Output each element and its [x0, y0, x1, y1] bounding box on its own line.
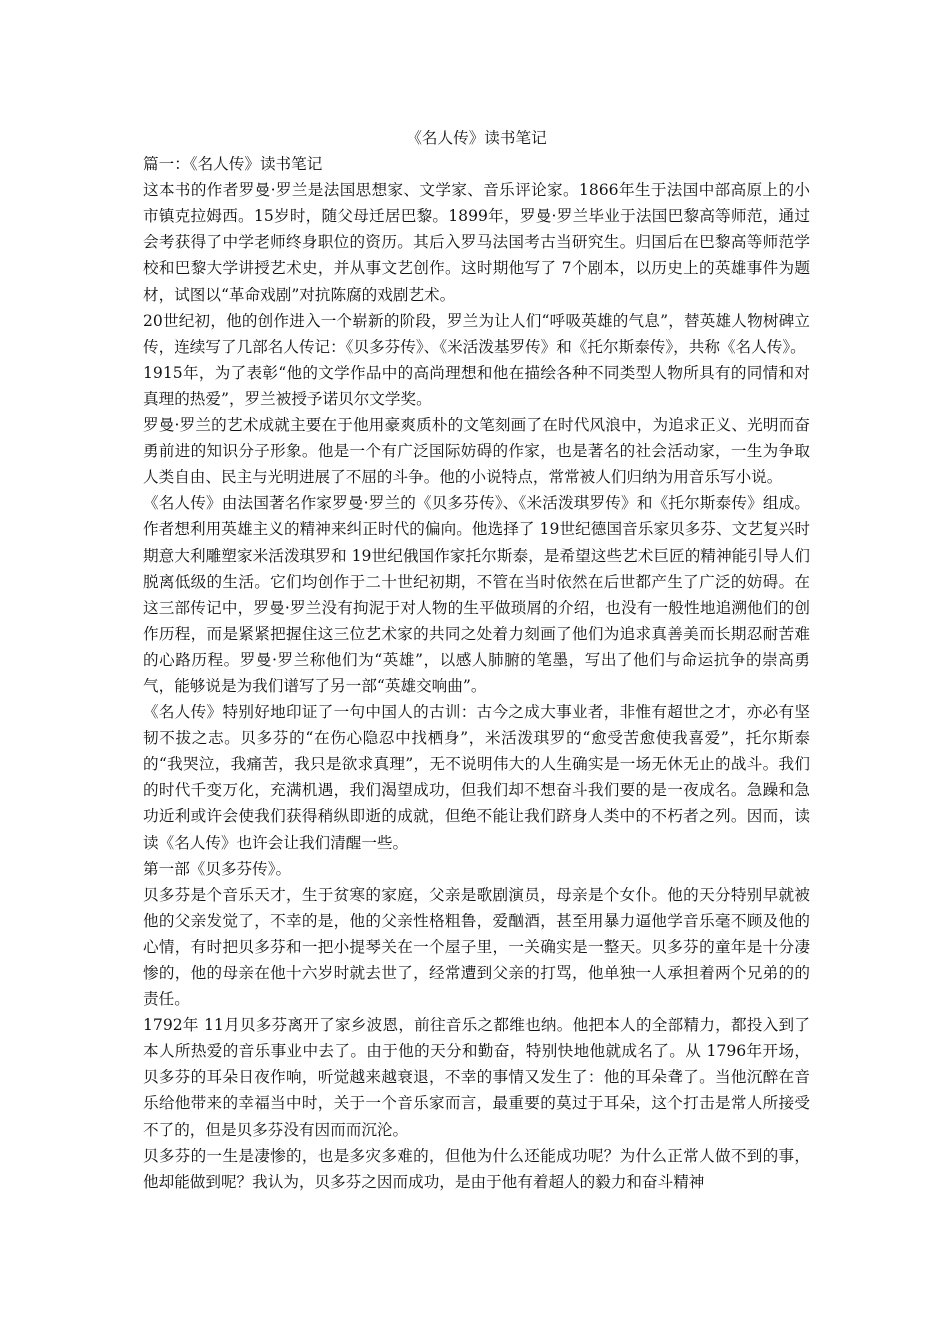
part-heading: 第一部《贝多芬传》。	[143, 859, 292, 878]
paragraph: 贝多芬是个音乐天才，生于贫寒的家庭，父亲是歌剧演员，母亲是个女仆。他的天分特别早就被他的父亲发觉了，不幸的是，他的父亲性格粗鲁，爱酗酒，甚至用暴力逼他学音乐毫不顾及他的心情，有时把贝多芬和一把小提琴关在一个屋子里，一关确实是一整天。贝多芬的童年是十分凄惨的，他的母亲在他十六岁时就去世了，经常遭到父亲的打骂，他单独一人承担着两个兄弟的的责任。	[143, 885, 810, 1009]
paragraph: 《名人传》特别好地印证了一句中国人的古训：古今之成大事业者，非惟有超世之才，亦必有坚韧不拔之志。贝多芬的“在伤心隐忍中找栖身”，米活泼琪罗的“愈受苦愈使我喜爱”，托尔斯泰的“我哭泣，我痛苦，我只是欲求真理”，无不说明伟大的人生确实是一场无休无止的战斗。我们的时代千变万化，充满机遇，我们渴望成功，但我们却不想奋斗我们要的是一夜成名。急躁和急功近利或许会使我们获得稍纵即逝的成就，但绝不能让我们跻身人类中的不朽者之列。因而，读读《名人传》也许会让我们清醒一些。	[143, 703, 810, 852]
document-body	[143, 125, 810, 1195]
paragraph: 贝多芬的一生是凄惨的，也是多灾多难的，但他为什么还能成功呢？为什么正常人做不到的事，他却能做到呢？我认为，贝多芬之因而成功，是由于他有着超人的毅力和奋斗精神	[143, 1146, 810, 1191]
section-heading: 篇一：《名人传》读书笔记	[143, 155, 323, 174]
paragraph: 1792年 11月贝多芬离开了家乡波恩，前往音乐之都维也纳。他把本人的全部精力，都投入到了本人所热爱的音乐事业中去了。由于他的天分和勤奋，特别快地他就成名了。从 1796年开场，贝多芬的耳朵日夜作响，听觉越来越衰退，不幸的事情又发生了：他的耳朵聋了。当他沉醉在音乐给他带来的幸福当中时，关于一个音乐家而言，最重要的莫过于耳朵，这个打击是常人所接受不了的，但是贝多芬没有因而而沉沦。	[143, 1016, 810, 1139]
paragraph: 《名人传》由法国著名作家罗曼·罗兰的《贝多芬传》、《米活泼琪罗传》和《托尔斯泰传》组成。作者想利用英雄主义的精神来纠正时代的偏向。他选择了 19世纪德国音乐家贝多芬、文艺复兴时期意大利雕塑家米活泼琪罗和 19世纪俄国作家托尔斯泰，是希望这些艺术巨匠的精神能引导人们脱离低级的生活。它们均创作于二十世纪初期，不管在当时依然在后世都产生了广泛的妨碍。在这三部传记中，罗曼·罗兰没有拘泥于对人物的生平做琐屑的介绍，也没有一般性地追溯他们的创作历程，而是紧紧把握住这三位艺术家的共同之处着力刻画了他们为追求真善美而长期忍耐苦难的心路历程。罗曼·罗兰称他们为“英雄”，以感人肺腑的笔墨，写出了他们与命运抗争的崇高勇气，能够说是为我们谱写了另一部“英雄交响曲”。	[143, 494, 810, 695]
paragraph: 1915年，为了表彰“他的文学作品中的高尚理想和他在描绘各种不同类型人物所具有的同情和对真理的热爱”，罗兰被授予诺贝尔文学奖。	[143, 363, 810, 408]
paragraph: 20世纪初，他的创作进入一个崭新的阶段，罗兰为让人们“呼吸英雄的气息”，替英雄人物树碑立传，连续写了几部名人传记：《贝多芬传》、《米活泼基罗传》和《托尔斯泰传》，共称《名人传》。	[143, 311, 810, 356]
document-title: 《名人传》读书笔记	[406, 129, 547, 147]
paragraph: 这本书的作者罗曼·罗兰是法国思想家、文学家、音乐评论家。1866年生于法国中部高原上的小市镇克拉姆西。15岁时，随父母迁居巴黎。1899年，罗曼·罗兰毕业于法国巴黎高等师范，通过会考获得了中学老师终身职位的资历。其后入罗马法国考古当研究生。归国后在巴黎高等师范学校和巴黎大学讲授艺术史，并从事文艺创作。这时期他写了 7个剧本，以历史上的英雄事件为题材，试图以“革命戏剧”对抗陈腐的戏剧艺术。	[143, 181, 810, 304]
paragraph: 罗曼·罗兰的艺术成就主要在于他用豪爽质朴的文笔刻画了在时代风浪中，为追求正义、光明而奋勇前进的知识分子形象。他是一个有广泛国际妨碍的作家，也是著名的社会活动家，一生为争取人类自由、民主与光明进展了不屈的斗争。他的小说特点，常常被人们归纳为用音乐写小说。	[143, 416, 810, 487]
